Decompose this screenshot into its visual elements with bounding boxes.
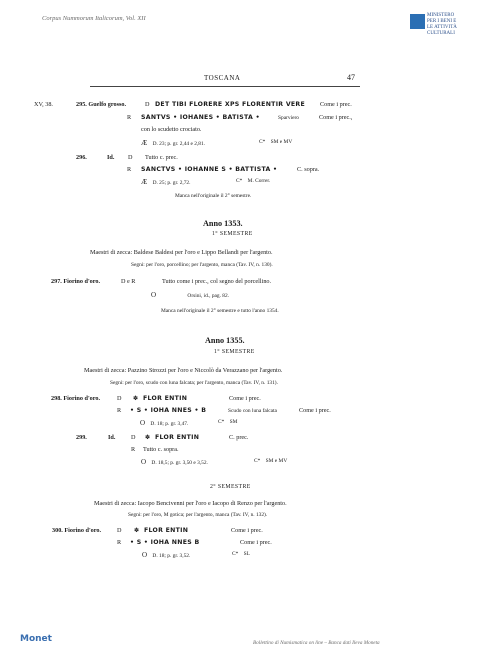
metal-mark: O bbox=[151, 291, 157, 299]
semester-heading: 1° SEMESTRE bbox=[214, 349, 255, 355]
entry-296-label: 296. bbox=[76, 154, 87, 161]
section-year-1353: Anno 1353. bbox=[203, 219, 243, 228]
entry-text: Tutto come i prec., col segno del porcellino. bbox=[162, 278, 272, 285]
reverse-legend: • S • IOHA NNES • B bbox=[130, 407, 207, 414]
reverse-mark: R bbox=[117, 539, 122, 546]
ministry-logo-icon bbox=[410, 14, 425, 29]
entry-300-label: 300. Fiorino d'oro. bbox=[52, 527, 102, 534]
obverse-legend: DET TIBI FLORERE XPS FLORENTIR VERE bbox=[155, 101, 306, 108]
monet-logo: Monet bbox=[20, 634, 52, 644]
collection-data: SM e MV bbox=[265, 458, 288, 464]
obverse-note: Come i prec. bbox=[229, 395, 261, 402]
obverse-legend: FLOR ENTIN bbox=[155, 434, 200, 441]
metal-mark: O bbox=[142, 551, 148, 559]
reverse-text: Tutto c. sopra. bbox=[143, 446, 179, 453]
mint-masters: Maestri di zecca: Baldese Baldesi per l'oro e Lippo Bellandi per l'argento. bbox=[90, 249, 273, 256]
obverse-legend: FLOR ENTIN bbox=[143, 395, 188, 402]
obverse-mark: D bbox=[145, 101, 150, 108]
collection-row bbox=[254, 458, 287, 464]
semester-heading: 2° SEMESTRE bbox=[210, 484, 251, 490]
reverse-mark: R bbox=[117, 407, 122, 414]
physical-row bbox=[141, 139, 205, 147]
physical-row bbox=[141, 458, 208, 466]
obverse-mark: D bbox=[131, 434, 136, 441]
reverse-note: Come i prec. bbox=[299, 407, 331, 414]
reference: Orsini, id., pag. 82. bbox=[187, 293, 230, 299]
obverse-note: Come i prec. bbox=[320, 101, 352, 108]
entry-297-label: 297. Fiorino d'oro. bbox=[51, 278, 101, 285]
collection-data: M. Correr. bbox=[247, 178, 271, 184]
mint-signs: Segni: per l'oro, M gotica; per l'argento, manca (Tav. IV, n. 132). bbox=[128, 512, 268, 518]
header-rule bbox=[90, 86, 360, 87]
obverse-reverse-marks: D e R bbox=[121, 278, 136, 285]
collection-mark: C* bbox=[236, 178, 243, 184]
obverse-legend: FLOR ENTIN bbox=[144, 527, 189, 534]
page-number: 47 bbox=[347, 73, 355, 82]
physical-data: D. 18; p. gr. 3,47. bbox=[150, 421, 189, 427]
reverse-legend: • S • IOHA NNES B bbox=[130, 539, 200, 546]
lily-icon: ✽ bbox=[145, 434, 151, 441]
physical-row bbox=[141, 178, 190, 186]
entry-298-label: 298. Fiorino d'oro. bbox=[51, 395, 101, 402]
collection-row bbox=[218, 419, 237, 425]
entry-299-label: 299. bbox=[76, 434, 87, 441]
obverse-note: C. prec. bbox=[229, 434, 249, 441]
reverse-note-continued: con lo scudetto crociato. bbox=[141, 126, 202, 133]
collection-data: SM bbox=[229, 419, 238, 425]
reverse-legend: SANTVS • IOHANES • BATISTA • bbox=[141, 114, 260, 121]
obverse-mark: D bbox=[117, 527, 122, 534]
metal-mark: Æ bbox=[141, 178, 148, 186]
id-label: Id. bbox=[107, 154, 115, 161]
reverse-mark: R bbox=[131, 446, 136, 453]
collection-mark: C* bbox=[218, 419, 225, 425]
physical-row bbox=[151, 291, 229, 299]
collection-row bbox=[236, 178, 270, 184]
missing-year-note: Manca nell'originale il 2° semestre e tutto l'anno 1354. bbox=[161, 308, 279, 314]
collection-data: SM e MV bbox=[270, 139, 293, 145]
entry-295-label: 295. Guelfo grosso. bbox=[76, 101, 127, 108]
metal-mark: Æ bbox=[141, 139, 148, 147]
collection-row bbox=[259, 139, 292, 145]
ministry-logo-text: MINISTERO PER I BENI E LE ATTIVITÀ CULTURALI bbox=[427, 13, 457, 36]
reverse-legend: SANCTVS • IOHANNE S • BATTISTA • bbox=[141, 166, 278, 173]
missing-semester-note: Manca nell'originale il 2° semestre. bbox=[175, 193, 252, 199]
obverse-note: Come i prec. bbox=[231, 527, 263, 534]
mint-masters: Maestri di zecca: Iacopo Bencivenni per l'oro e Iacopo di Renzo per l'argento. bbox=[94, 500, 287, 507]
semester-heading: 1° SEMESTRE bbox=[212, 231, 253, 237]
physical-data: D. 23; p. gr. 2,44 e 2,81. bbox=[152, 141, 205, 147]
collection-data: SL bbox=[243, 551, 250, 557]
metal-mark: O bbox=[141, 458, 147, 466]
lily-icon: ✽ bbox=[134, 527, 140, 534]
reverse-type: Sparviero bbox=[278, 115, 299, 121]
collection-mark: C* bbox=[259, 139, 266, 145]
physical-data: D. 18,5; p. gr. 3,50 e 3,52. bbox=[151, 460, 208, 466]
mint-signs: Segni: per l'oro, porcellino; per l'argento, manca (Tav. IV, n. 130). bbox=[131, 262, 273, 268]
physical-row bbox=[140, 419, 188, 427]
reverse-type: Scudo con luna falcata bbox=[228, 408, 277, 414]
collection-row bbox=[232, 551, 250, 557]
journal-title: Corpus Nummorum Italicorum, Vol. XII bbox=[42, 15, 146, 22]
lily-icon: ✽ bbox=[133, 395, 139, 402]
reverse-note: Come i prec., bbox=[319, 114, 353, 121]
obverse-mark: D bbox=[128, 154, 133, 161]
id-label: Id. bbox=[108, 434, 116, 441]
reverse-mark: R bbox=[127, 166, 132, 173]
metal-mark: O bbox=[140, 419, 146, 427]
plate-reference: XV, 38. bbox=[34, 101, 53, 108]
obverse-text: Tutto c. prec. bbox=[145, 154, 178, 161]
section-year-1355: Anno 1355. bbox=[205, 336, 245, 345]
collection-mark: C* bbox=[232, 551, 239, 557]
reverse-note: C. sopra. bbox=[297, 166, 320, 173]
reverse-mark: R bbox=[127, 114, 132, 121]
mint-signs: Segni: per l'oro, scudo con luna falcata; per l'argento, manca (Tav. IV, n. 131). bbox=[110, 380, 278, 386]
obverse-mark: D bbox=[117, 395, 122, 402]
physical-data: D. 18; p. gr. 3,52. bbox=[152, 553, 191, 559]
mint-masters: Maestri di zecca: Pazzino Strozzi per l'oro e Niccolò da Verazzano per l'argento. bbox=[84, 367, 283, 374]
physical-data: D. 25; p. gr. 2,72. bbox=[152, 180, 191, 186]
collection-mark: C* bbox=[254, 458, 261, 464]
physical-row bbox=[142, 551, 190, 559]
running-head-title: TOSCANA bbox=[204, 74, 241, 82]
footer-credit: Bollettino di Numismatica on line – Banca dati Ileva Moneta bbox=[253, 640, 380, 646]
reverse-note: Come i prec. bbox=[240, 539, 272, 546]
